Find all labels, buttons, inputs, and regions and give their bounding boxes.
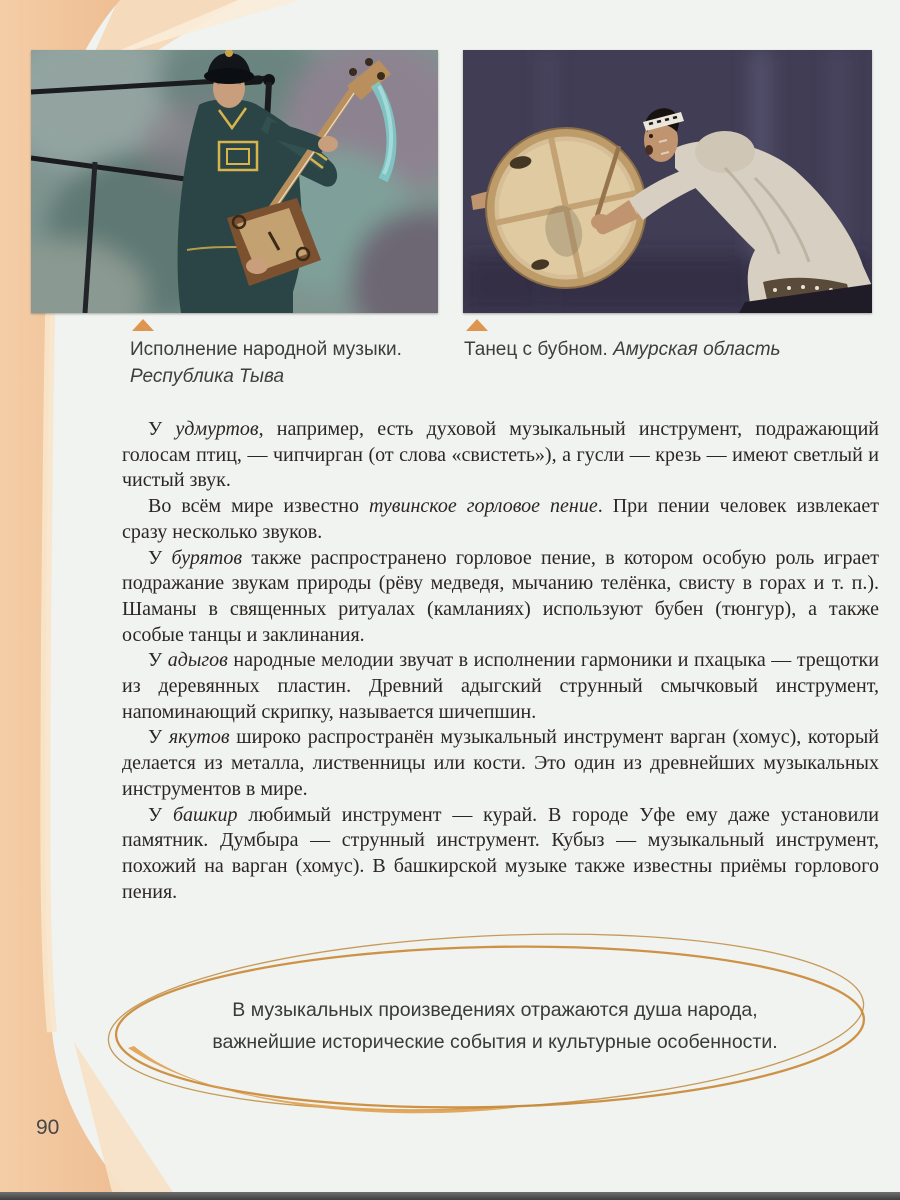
caption-drum-dance	[464, 319, 874, 363]
paragraph: У удмуртов, например, есть духовой музыкальный инструмент, подражающий голосам птиц, — чипчирган (от слова «свистеть»), а гусли — крезь — имеют светлый и чистый звук.	[122, 418, 879, 492]
caption-text: Танец с бубном.	[464, 339, 614, 360]
callout-text: В музыкальных произведениях отражаются душа народа, важнейшие исторические события и культурные особенности.	[212, 999, 778, 1053]
caption-location: Амурская область	[613, 339, 781, 360]
paragraph: У якутов широко распространён музыкальный инструмент варган (хомус), который делается из металла, лиственницы или кости. Это один из древнейших музыкальных инструментов в мире.	[122, 726, 879, 800]
caption-location: Республика Тыва	[130, 366, 285, 387]
photo-folk-music-performance	[31, 50, 438, 313]
body-text	[122, 417, 879, 905]
paragraph: У адыгов народные мелодии звучат в исполнении гармоники и пхацыка — трещотки из деревянных пластин. Древний адыгский струнный смычковый инструмент, напоминающий скрипку, называется шичепшин.	[122, 649, 879, 723]
scan-edge	[0, 1192, 900, 1200]
triangle-marker-icon	[466, 319, 488, 331]
page-number: 90	[36, 1116, 60, 1139]
paragraph: Во всём мире известно тувинское горловое пение. При пении человек извлекает сразу несколько звуков.	[122, 495, 879, 543]
paragraph: У башкир любимый инструмент — курай. В городе Уфе ему даже установили памятник. Думбыра — струнный инструмент. Кубыз — музыкальный инструмент, похожий на варган (хомус). В башкирской музыке также известны приёмы горлового пения.	[122, 803, 879, 903]
paragraph: У бурятов также распространено горловое пение, в котором особую роль играет подражание звукам природы (рёву медведя, мычанию телёнка, свисту в горах и т. п.). Шаманы в священных ритуалах (камланиях) используют бубен (тюнгур), а также особые танцы и заклинания.	[122, 546, 879, 646]
caption-folk-music	[130, 319, 450, 390]
photo-drum-dance	[463, 50, 872, 313]
caption-text: Исполнение народной музыки.	[130, 339, 402, 360]
triangle-marker-icon	[132, 319, 154, 331]
